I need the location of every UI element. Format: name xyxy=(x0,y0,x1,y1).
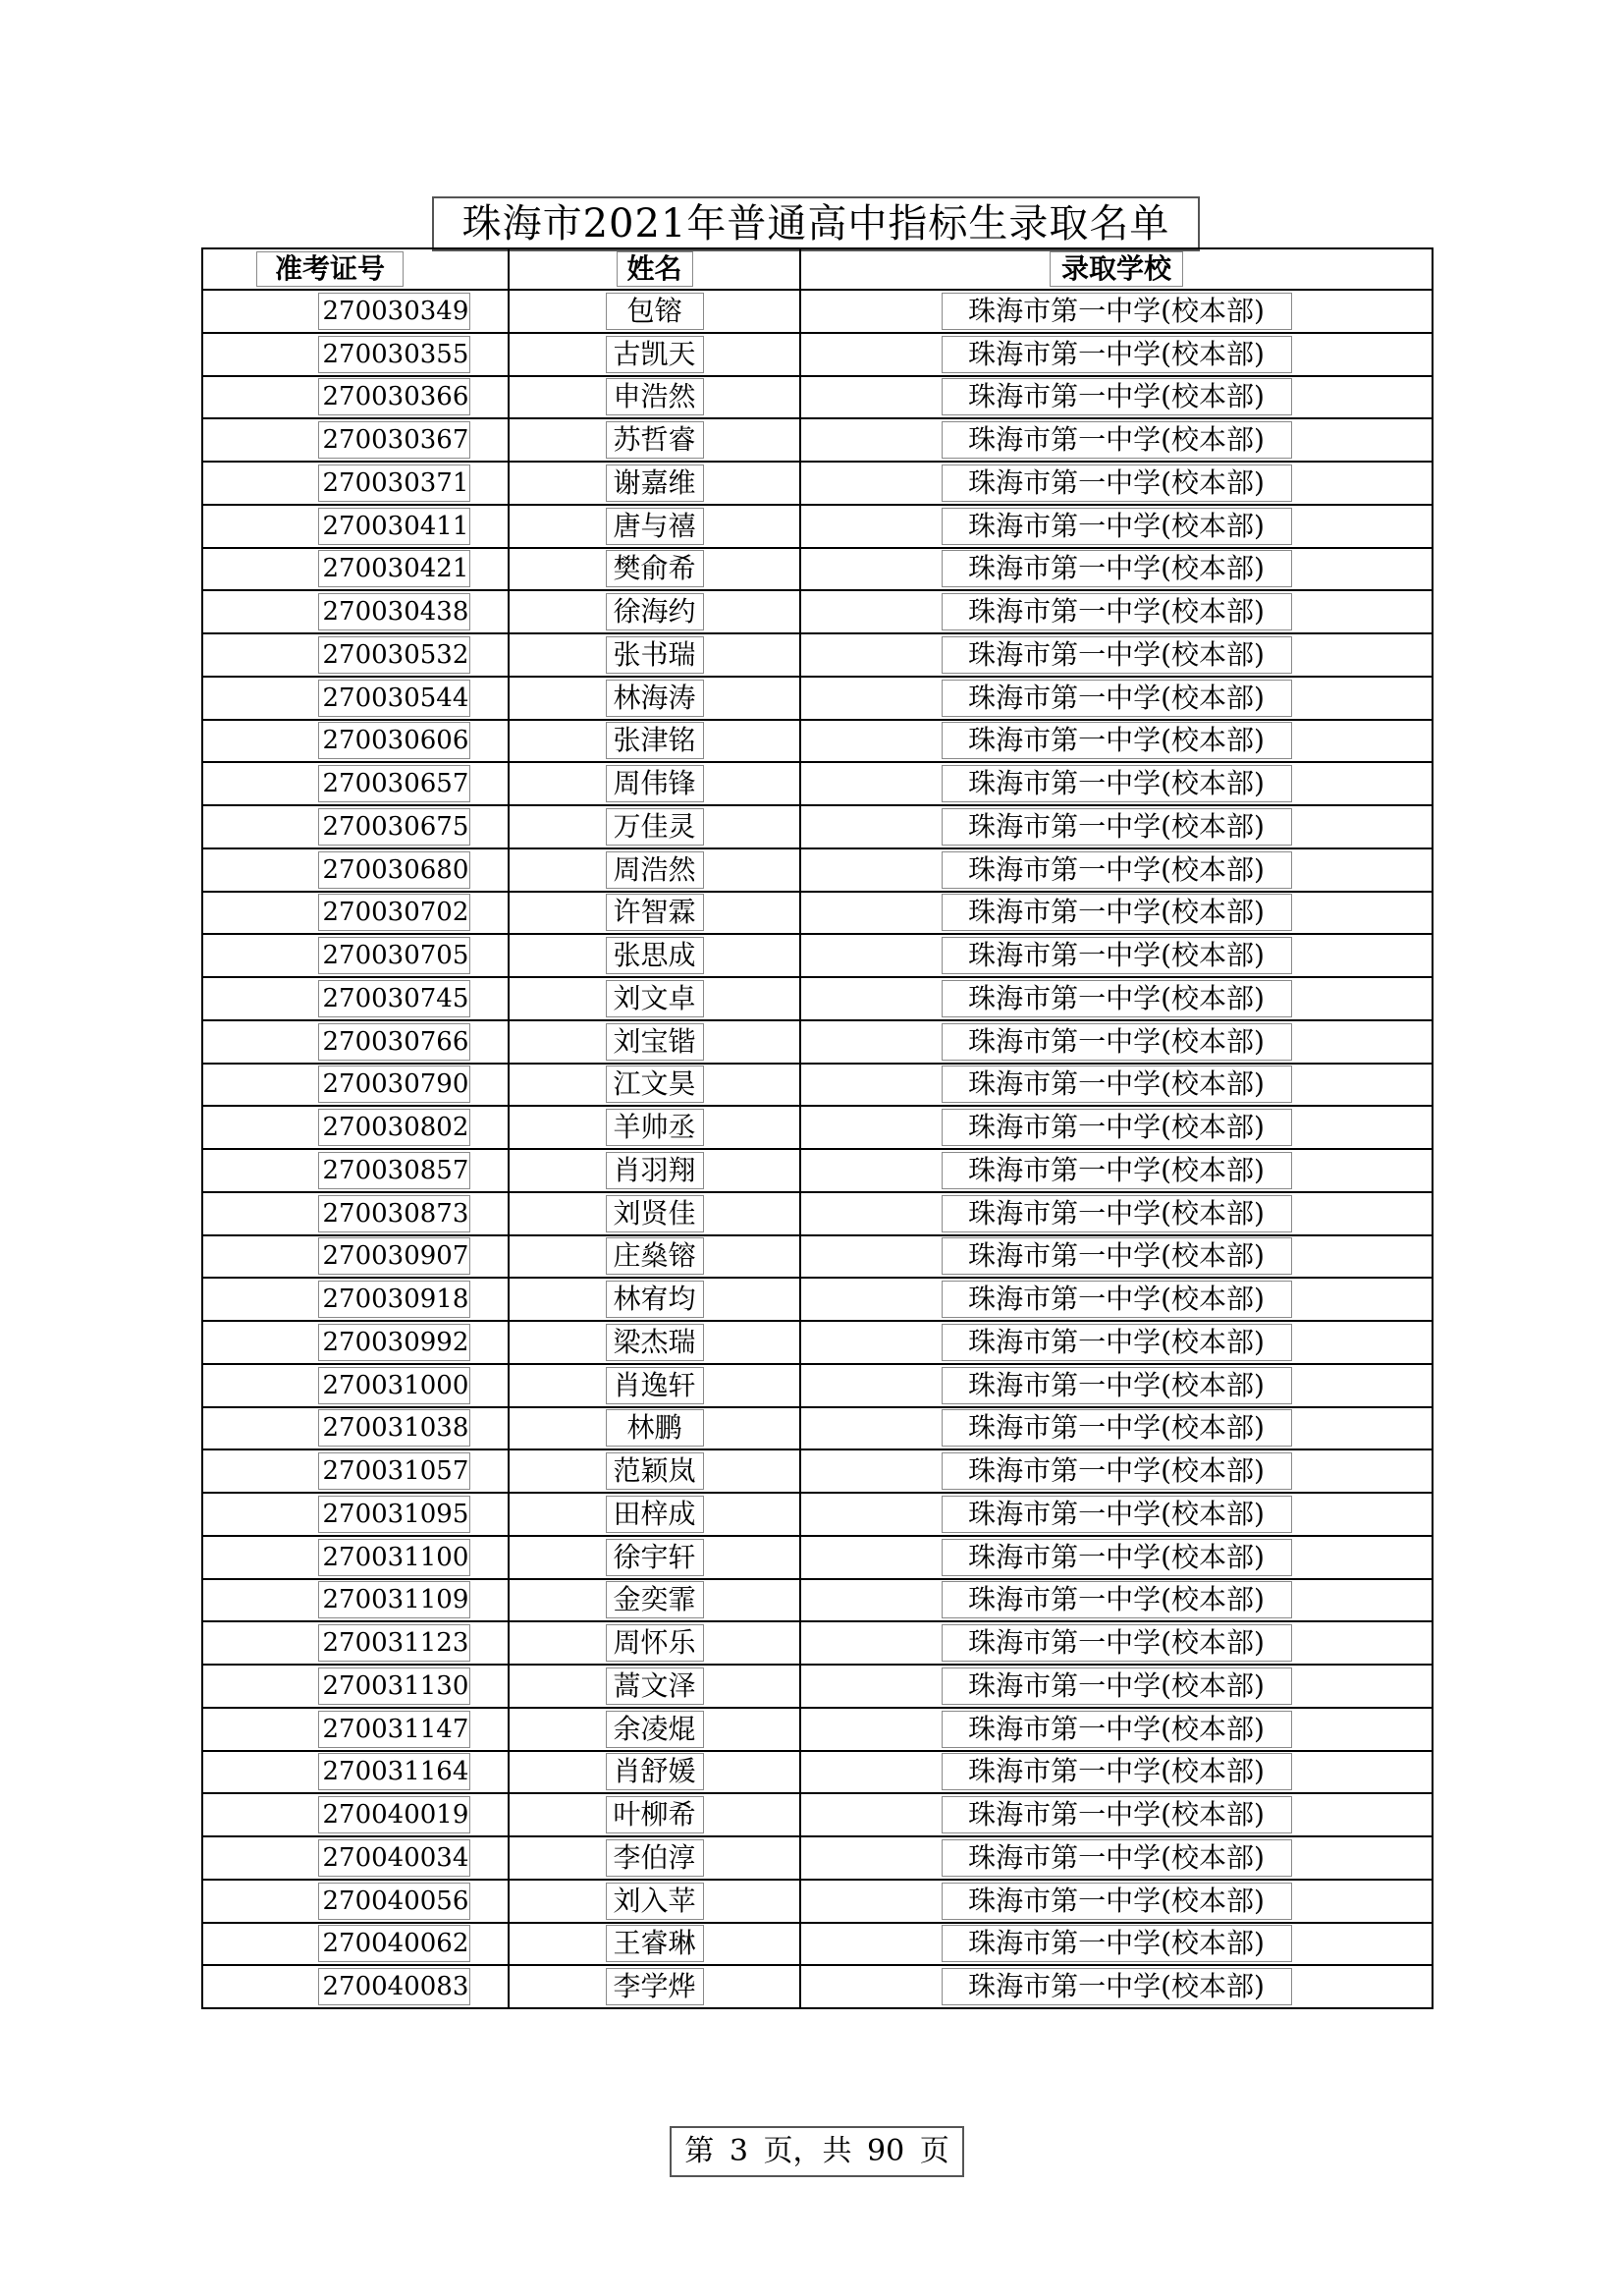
school-cell-value: 珠海市第一中学(校本部) xyxy=(942,465,1292,502)
name-cell-value: 肖羽翔 xyxy=(606,1152,704,1189)
school-cell xyxy=(800,977,1433,1020)
exam-no-cell-value: 270031038 xyxy=(318,1409,470,1447)
name-cell-value: 梁杰瑞 xyxy=(606,1324,704,1361)
table-row xyxy=(202,333,1433,376)
table-row xyxy=(202,1923,1433,1966)
exam-no-cell-value: 270030371 xyxy=(318,465,470,502)
table-row xyxy=(202,720,1433,763)
name-cell xyxy=(509,1106,800,1149)
exam-no-cell xyxy=(202,762,509,805)
exam-no-cell xyxy=(202,590,509,633)
exam-no-cell-value: 270030907 xyxy=(318,1237,470,1275)
school-cell xyxy=(800,1965,1433,2008)
exam-no-cell-value: 270030790 xyxy=(318,1066,470,1103)
exam-no-cell xyxy=(202,290,509,333)
name-cell-value: 江文昊 xyxy=(606,1066,704,1103)
name-cell xyxy=(509,1407,800,1450)
name-cell-value: 林宥均 xyxy=(606,1281,704,1318)
name-cell-value: 蒿文泽 xyxy=(606,1667,704,1705)
exam-no-cell-value: 270040062 xyxy=(318,1925,470,1962)
school-cell xyxy=(800,1923,1433,1966)
school-cell xyxy=(800,1751,1433,1794)
exam-no-cell-value: 270031057 xyxy=(318,1452,470,1490)
exam-no-cell xyxy=(202,376,509,419)
school-cell-value: 珠海市第一中学(校本部) xyxy=(942,378,1292,415)
exam-no-cell-value: 270030606 xyxy=(318,722,470,759)
name-cell-value: 刘贤佳 xyxy=(606,1195,704,1232)
name-cell xyxy=(509,376,800,419)
school-cell xyxy=(800,677,1433,720)
school-cell-value: 珠海市第一中学(校本部) xyxy=(942,1281,1292,1318)
table-row xyxy=(202,1064,1433,1107)
school-cell-value: 珠海市第一中学(校本部) xyxy=(942,765,1292,802)
name-cell xyxy=(509,1235,800,1279)
table-row xyxy=(202,1579,1433,1622)
admission-table xyxy=(201,247,1434,2009)
exam-no-cell-value: 270030367 xyxy=(318,421,470,459)
table-row xyxy=(202,1493,1433,1536)
exam-no-cell-value: 270030544 xyxy=(318,680,470,717)
school-cell-value: 珠海市第一中学(校本部) xyxy=(942,1839,1292,1877)
name-cell-value: 刘入苹 xyxy=(606,1883,704,1920)
table-row xyxy=(202,1321,1433,1364)
exam-no-cell-value: 270040083 xyxy=(318,1968,470,2005)
page-footer: 第 3 页，共 90 页 xyxy=(670,2126,964,2177)
name-cell-value: 刘宝锴 xyxy=(606,1023,704,1061)
school-cell-value: 珠海市第一中学(校本部) xyxy=(942,1539,1292,1576)
school-cell xyxy=(800,1536,1433,1579)
school-cell xyxy=(800,1106,1433,1149)
exam-no-cell xyxy=(202,1149,509,1192)
exam-no-cell xyxy=(202,418,509,462)
school-cell xyxy=(800,1579,1433,1622)
school-cell-value: 珠海市第一中学(校本部) xyxy=(942,508,1292,545)
school-cell-value: 珠海市第一中学(校本部) xyxy=(942,680,1292,717)
name-cell xyxy=(509,977,800,1020)
exam-no-cell xyxy=(202,1364,509,1407)
table-row xyxy=(202,762,1433,805)
name-cell xyxy=(509,805,800,848)
column-header-exam-no xyxy=(202,248,509,290)
exam-no-cell xyxy=(202,848,509,892)
name-cell-value: 林鹏 xyxy=(606,1409,704,1447)
name-cell-value: 林海涛 xyxy=(606,680,704,717)
name-cell xyxy=(509,333,800,376)
school-cell-value: 珠海市第一中学(校本部) xyxy=(942,550,1292,587)
school-cell xyxy=(800,1708,1433,1751)
table-row xyxy=(202,633,1433,677)
exam-no-cell xyxy=(202,1579,509,1622)
exam-no-cell xyxy=(202,805,509,848)
exam-no-cell xyxy=(202,977,509,1020)
school-cell xyxy=(800,1880,1433,1923)
exam-no-cell-value: 270030873 xyxy=(318,1195,470,1232)
name-cell-value: 唐与禧 xyxy=(606,508,704,545)
school-cell xyxy=(800,548,1433,591)
name-cell xyxy=(509,1751,800,1794)
exam-no-cell-value: 270030918 xyxy=(318,1281,470,1318)
exam-no-cell xyxy=(202,1321,509,1364)
name-cell xyxy=(509,1965,800,2008)
table-row xyxy=(202,418,1433,462)
table-row xyxy=(202,1751,1433,1794)
name-cell-value: 周怀乐 xyxy=(606,1624,704,1662)
table-row xyxy=(202,1407,1433,1450)
exam-no-cell-value: 270030675 xyxy=(318,808,470,846)
school-cell-value: 珠海市第一中学(校本部) xyxy=(942,1796,1292,1833)
name-cell xyxy=(509,1923,800,1966)
exam-no-cell-value: 270030355 xyxy=(318,336,470,373)
school-cell-value: 珠海市第一中学(校本部) xyxy=(942,851,1292,889)
exam-no-cell-value: 270040019 xyxy=(318,1796,470,1833)
exam-no-cell-value: 270030657 xyxy=(318,765,470,802)
school-cell xyxy=(800,892,1433,935)
name-cell-value: 周伟锋 xyxy=(606,765,704,802)
table-row xyxy=(202,1278,1433,1321)
name-cell xyxy=(509,462,800,505)
school-cell xyxy=(800,1235,1433,1279)
name-cell-value: 樊俞希 xyxy=(606,550,704,587)
school-cell-value: 珠海市第一中学(校本部) xyxy=(942,1925,1292,1962)
exam-no-cell-value: 270030349 xyxy=(318,293,470,330)
exam-no-cell xyxy=(202,1708,509,1751)
name-cell xyxy=(509,1579,800,1622)
school-cell-value: 珠海市第一中学(校本部) xyxy=(942,1711,1292,1748)
name-cell-value: 徐海约 xyxy=(606,593,704,630)
exam-no-cell xyxy=(202,548,509,591)
table-row xyxy=(202,934,1433,977)
school-cell xyxy=(800,633,1433,677)
name-cell xyxy=(509,1020,800,1064)
name-cell xyxy=(509,934,800,977)
name-cell-value: 包镕 xyxy=(606,293,704,330)
exam-no-cell xyxy=(202,333,509,376)
name-cell-value: 许智霖 xyxy=(606,894,704,931)
exam-no-cell xyxy=(202,1665,509,1708)
name-cell-value: 申浩然 xyxy=(606,378,704,415)
exam-no-cell-value: 270031123 xyxy=(318,1624,470,1662)
school-cell-value: 珠海市第一中学(校本部) xyxy=(942,636,1292,674)
school-cell xyxy=(800,1321,1433,1364)
school-cell-value: 珠海市第一中学(校本部) xyxy=(942,1109,1292,1146)
exam-no-cell xyxy=(202,1880,509,1923)
exam-no-cell xyxy=(202,462,509,505)
exam-no-cell xyxy=(202,1493,509,1536)
name-cell xyxy=(509,505,800,548)
school-cell xyxy=(800,1020,1433,1064)
exam-no-cell-value: 270030857 xyxy=(318,1152,470,1189)
school-cell xyxy=(800,290,1433,333)
exam-no-cell-value: 270030766 xyxy=(318,1023,470,1061)
school-cell-value: 珠海市第一中学(校本部) xyxy=(942,1753,1292,1790)
school-cell-value: 珠海市第一中学(校本部) xyxy=(942,593,1292,630)
table-row xyxy=(202,1235,1433,1279)
name-cell xyxy=(509,590,800,633)
table-row xyxy=(202,892,1433,935)
table-row xyxy=(202,1965,1433,2008)
exam-no-cell-value: 270031147 xyxy=(318,1711,470,1748)
school-cell xyxy=(800,1793,1433,1836)
school-cell xyxy=(800,1493,1433,1536)
name-cell-value: 徐宇轩 xyxy=(606,1539,704,1576)
school-cell-value: 珠海市第一中学(校本部) xyxy=(942,722,1292,759)
name-cell xyxy=(509,290,800,333)
name-cell-value: 王睿琳 xyxy=(606,1925,704,1962)
school-cell xyxy=(800,1836,1433,1880)
exam-no-cell xyxy=(202,720,509,763)
exam-no-cell xyxy=(202,892,509,935)
name-cell xyxy=(509,720,800,763)
school-cell-value: 珠海市第一中学(校本部) xyxy=(942,1452,1292,1490)
exam-no-cell-value: 270030438 xyxy=(318,593,470,630)
school-cell xyxy=(800,805,1433,848)
school-cell-value: 珠海市第一中学(校本部) xyxy=(942,1367,1292,1404)
table-row xyxy=(202,1880,1433,1923)
table-row xyxy=(202,677,1433,720)
name-cell-value: 金奕霏 xyxy=(606,1581,704,1618)
exam-no-cell xyxy=(202,1278,509,1321)
school-cell xyxy=(800,934,1433,977)
exam-no-cell xyxy=(202,1192,509,1235)
school-cell xyxy=(800,1449,1433,1493)
school-cell xyxy=(800,720,1433,763)
school-cell-value: 珠海市第一中学(校本部) xyxy=(942,421,1292,459)
exam-no-cell xyxy=(202,1793,509,1836)
name-cell xyxy=(509,1364,800,1407)
name-cell xyxy=(509,848,800,892)
name-cell-value: 苏哲睿 xyxy=(606,421,704,459)
name-cell-value: 张思成 xyxy=(606,937,704,974)
exam-no-cell-value: 270031095 xyxy=(318,1496,470,1533)
school-cell xyxy=(800,1407,1433,1450)
school-cell-value: 珠海市第一中学(校本部) xyxy=(942,1066,1292,1103)
column-header-name xyxy=(509,248,800,290)
exam-no-cell-value: 270031000 xyxy=(318,1367,470,1404)
exam-no-cell-value: 270031100 xyxy=(318,1539,470,1576)
table-row xyxy=(202,1192,1433,1235)
name-cell-value: 张书瑞 xyxy=(606,636,704,674)
exam-no-cell xyxy=(202,1020,509,1064)
school-cell-value: 珠海市第一中学(校本部) xyxy=(942,1624,1292,1662)
school-cell-value: 珠海市第一中学(校本部) xyxy=(942,894,1292,931)
exam-no-cell-value: 270030705 xyxy=(318,937,470,974)
exam-no-cell xyxy=(202,1923,509,1966)
school-cell xyxy=(800,1621,1433,1665)
table-row xyxy=(202,1020,1433,1064)
name-cell xyxy=(509,633,800,677)
exam-no-cell-value: 270031109 xyxy=(318,1581,470,1618)
school-cell-value: 珠海市第一中学(校本部) xyxy=(942,1581,1292,1618)
table-row xyxy=(202,548,1433,591)
school-cell-value: 珠海市第一中学(校本部) xyxy=(942,980,1292,1017)
school-cell-value: 珠海市第一中学(校本部) xyxy=(942,1883,1292,1920)
exam-no-cell xyxy=(202,1965,509,2008)
column-header-school xyxy=(800,248,1433,290)
table-row xyxy=(202,1536,1433,1579)
name-cell xyxy=(509,1321,800,1364)
table-row xyxy=(202,462,1433,505)
name-cell-value: 范颖岚 xyxy=(606,1452,704,1490)
table-row xyxy=(202,1149,1433,1192)
school-cell xyxy=(800,333,1433,376)
table-row xyxy=(202,1793,1433,1836)
school-cell xyxy=(800,462,1433,505)
name-cell-value: 周浩然 xyxy=(606,851,704,889)
page-title: 珠海市2021年普通高中指标生录取名单 xyxy=(432,196,1200,251)
name-cell xyxy=(509,1064,800,1107)
name-cell xyxy=(509,1880,800,1923)
name-cell xyxy=(509,1192,800,1235)
exam-no-cell xyxy=(202,505,509,548)
table-row xyxy=(202,376,1433,419)
school-cell xyxy=(800,418,1433,462)
school-cell-value: 珠海市第一中学(校本部) xyxy=(942,1968,1292,2005)
name-cell xyxy=(509,677,800,720)
exam-no-cell xyxy=(202,1407,509,1450)
school-cell-value: 珠海市第一中学(校本部) xyxy=(942,1237,1292,1275)
name-cell xyxy=(509,1621,800,1665)
table-row xyxy=(202,977,1433,1020)
table-row xyxy=(202,1621,1433,1665)
exam-no-cell-value: 270030680 xyxy=(318,851,470,889)
exam-no-cell xyxy=(202,1536,509,1579)
exam-no-cell xyxy=(202,1106,509,1149)
table-row xyxy=(202,1364,1433,1407)
school-cell xyxy=(800,1192,1433,1235)
exam-no-cell xyxy=(202,1064,509,1107)
name-cell xyxy=(509,548,800,591)
exam-no-cell-value: 270031164 xyxy=(318,1753,470,1790)
name-cell xyxy=(509,1836,800,1880)
exam-no-cell xyxy=(202,633,509,677)
school-cell-value: 珠海市第一中学(校本部) xyxy=(942,293,1292,330)
school-cell-value: 珠海市第一中学(校本部) xyxy=(942,1152,1292,1189)
name-cell xyxy=(509,1708,800,1751)
exam-no-cell xyxy=(202,1449,509,1493)
table-row xyxy=(202,1449,1433,1493)
table-row xyxy=(202,1665,1433,1708)
table-row xyxy=(202,1708,1433,1751)
exam-no-cell-value: 270030411 xyxy=(318,508,470,545)
exam-no-cell xyxy=(202,1751,509,1794)
table-row xyxy=(202,1106,1433,1149)
column-header-exam-no-label: 准考证号 xyxy=(256,251,404,287)
table-row xyxy=(202,505,1433,548)
name-cell xyxy=(509,762,800,805)
name-cell-value: 古凯天 xyxy=(606,336,704,373)
school-cell-value: 珠海市第一中学(校本部) xyxy=(942,1496,1292,1533)
exam-no-cell xyxy=(202,1621,509,1665)
name-cell xyxy=(509,1665,800,1708)
school-cell xyxy=(800,376,1433,419)
school-cell-value: 珠海市第一中学(校本部) xyxy=(942,1023,1292,1061)
name-cell-value: 庄燊镕 xyxy=(606,1237,704,1275)
name-cell xyxy=(509,1278,800,1321)
school-cell xyxy=(800,1665,1433,1708)
exam-no-cell xyxy=(202,1836,509,1880)
exam-no-cell-value: 270030802 xyxy=(318,1109,470,1146)
table-row xyxy=(202,805,1433,848)
name-cell-value: 羊帅丞 xyxy=(606,1109,704,1146)
name-cell-value: 肖舒媛 xyxy=(606,1753,704,1790)
school-cell xyxy=(800,1364,1433,1407)
exam-no-cell-value: 270030702 xyxy=(318,894,470,931)
exam-no-cell-value: 270040056 xyxy=(318,1883,470,1920)
name-cell-value: 余凌焜 xyxy=(606,1711,704,1748)
school-cell xyxy=(800,762,1433,805)
name-cell xyxy=(509,1793,800,1836)
name-cell xyxy=(509,1449,800,1493)
exam-no-cell-value: 270030992 xyxy=(318,1324,470,1361)
school-cell-value: 珠海市第一中学(校本部) xyxy=(942,808,1292,846)
name-cell-value: 万佳灵 xyxy=(606,808,704,846)
exam-no-cell xyxy=(202,934,509,977)
name-cell xyxy=(509,418,800,462)
name-cell-value: 李伯淳 xyxy=(606,1839,704,1877)
name-cell xyxy=(509,1493,800,1536)
school-cell-value: 珠海市第一中学(校本部) xyxy=(942,1667,1292,1705)
name-cell-value: 田梓成 xyxy=(606,1496,704,1533)
table-header-row xyxy=(202,248,1433,290)
exam-no-cell-value: 270030421 xyxy=(318,550,470,587)
school-cell xyxy=(800,1278,1433,1321)
school-cell xyxy=(800,1064,1433,1107)
name-cell-value: 刘文卓 xyxy=(606,980,704,1017)
name-cell-value: 叶柳希 xyxy=(606,1796,704,1833)
name-cell xyxy=(509,1149,800,1192)
exam-no-cell xyxy=(202,677,509,720)
column-header-name-label: 姓名 xyxy=(617,251,693,287)
table-row xyxy=(202,848,1433,892)
name-cell-value: 张津铭 xyxy=(606,722,704,759)
column-header-school-label: 录取学校 xyxy=(1050,251,1183,287)
school-cell xyxy=(800,1149,1433,1192)
table-row xyxy=(202,1836,1433,1880)
exam-no-cell xyxy=(202,1235,509,1279)
name-cell-value: 肖逸轩 xyxy=(606,1367,704,1404)
school-cell-value: 珠海市第一中学(校本部) xyxy=(942,937,1292,974)
school-cell-value: 珠海市第一中学(校本部) xyxy=(942,1324,1292,1361)
name-cell xyxy=(509,1536,800,1579)
name-cell-value: 谢嘉维 xyxy=(606,465,704,502)
name-cell-value: 李学烨 xyxy=(606,1968,704,2005)
school-cell xyxy=(800,590,1433,633)
school-cell-value: 珠海市第一中学(校本部) xyxy=(942,336,1292,373)
exam-no-cell-value: 270030366 xyxy=(318,378,470,415)
school-cell xyxy=(800,505,1433,548)
name-cell xyxy=(509,892,800,935)
exam-no-cell-value: 270031130 xyxy=(318,1667,470,1705)
table-row xyxy=(202,290,1433,333)
table-row xyxy=(202,590,1433,633)
exam-no-cell-value: 270030532 xyxy=(318,636,470,674)
school-cell-value: 珠海市第一中学(校本部) xyxy=(942,1195,1292,1232)
school-cell-value: 珠海市第一中学(校本部) xyxy=(942,1409,1292,1447)
exam-no-cell-value: 270030745 xyxy=(318,980,470,1017)
school-cell xyxy=(800,848,1433,892)
exam-no-cell-value: 270040034 xyxy=(318,1839,470,1877)
